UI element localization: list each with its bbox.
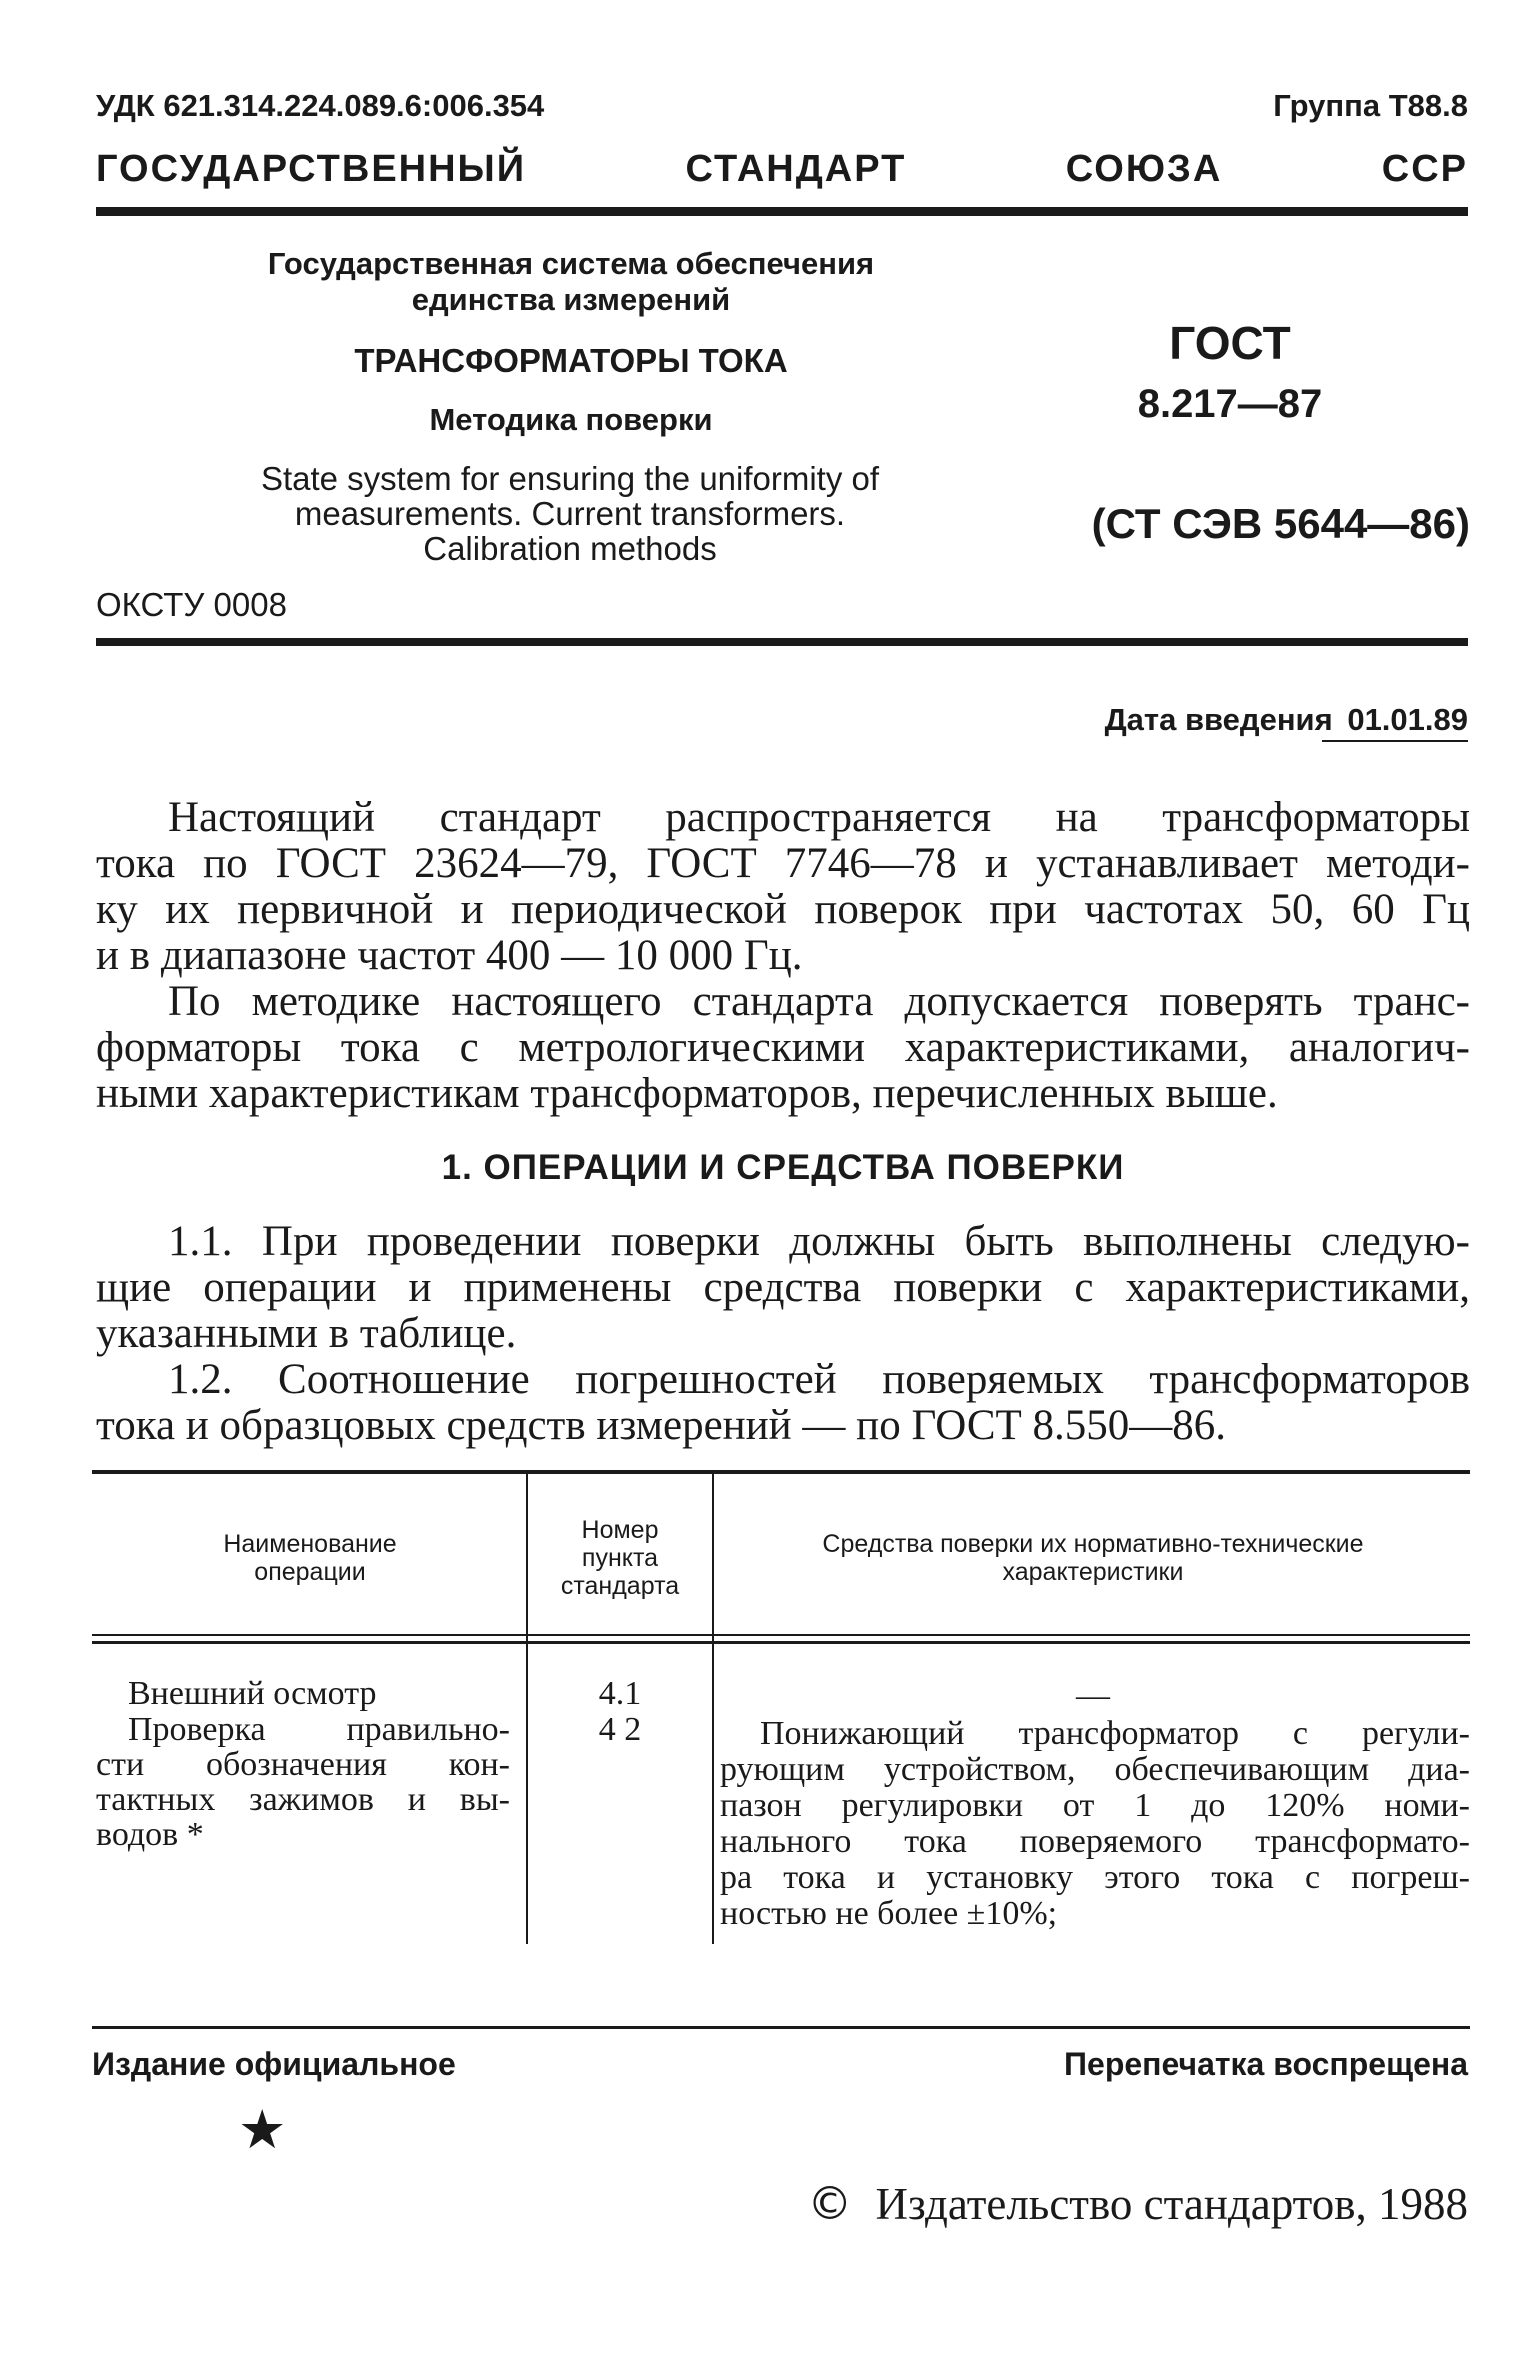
table-top-rule [92,1470,1470,1474]
header-col2-line-2: пункта [581,1544,659,1572]
clause-1-2-line-2: тока и образцовых средств измерений — по ГОСТ 8.550—86. [96,1402,1227,1449]
header-col2-line-3: стандарта [560,1572,680,1600]
intro-p1-line-3: ку их первичной и периодической поверок при частотах 50, 60 Гц [96,886,1470,933]
date-value: 01.01.89 [1347,702,1468,737]
header-col1-line-2: операции [254,1558,366,1586]
footer-rule [92,2026,1470,2029]
publisher-name: Издательство стандартов, 1988 [875,2179,1468,2229]
row-2-means-line-4: нального тока поверяемого трансформато- [720,1823,1470,1860]
udk-code: УДК 621.314.224.089.6:006.354 [96,88,545,123]
gost-label: ГОСТ [1169,317,1291,369]
table-header-rule-2 [92,1641,1470,1644]
okstu-code: ОКСТУ 0008 [96,586,287,623]
clause-1-2-line-1: 1.2. Соотношение погрешностей поверяемых трансформаторов [168,1356,1470,1403]
section-1-heading: 1. ОПЕРАЦИИ И СРЕДСТВА ПОВЕРКИ [441,1148,1125,1187]
group-code: Группа Т88.8 [1273,88,1468,123]
header-col3-line-2: характеристики [1002,1558,1184,1586]
intro-p2-line-2: форматоры тока с метрологическими характеристиками, аналогич- [96,1024,1470,1071]
state-standard-banner: ГОСУДАРСТВЕННЫЙ СТАНДАРТ СОЮЗА ССР [96,148,1468,190]
row-2-operation-line-3: тактных зажимов и вы- [96,1781,510,1818]
gost-number: 8.217—87 [1137,382,1323,426]
table-row-1-clause: 4.1 [598,1675,642,1712]
intro-p1-line-1: Настоящий стандарт распространяется на трансформаторы [168,794,1470,841]
table-col-divider-2 [712,1474,714,1944]
header-col1-line-1: Наименование [223,1530,397,1558]
row-2-means-line-5: ра тока и установку этого тока с погреш- [720,1859,1470,1896]
table-header-col1 [96,1530,524,1586]
english-title-line-3: Calibration methods [423,530,717,567]
intro-p2-line-1: По методике настоящего стандарта допускается поверять транс- [168,978,1470,1025]
table-row-1-means: — [1076,1677,1110,1714]
table-header-col3 [716,1530,1470,1586]
intro-p2-line-3: ными характеристикам трансформаторов, перечисленных выше. [96,1070,1278,1117]
table-row-2-means [720,1716,1470,1932]
english-title-line-2: measurements. Current transformers. [294,495,846,532]
document-subtitle: Методика поверки [429,402,713,437]
copyright-line [807,2178,1468,2230]
row-2-operation-line-1: Проверка правильно- [128,1711,510,1748]
header-col3-line-1: Средства поверки их нормативно-технические [822,1530,1364,1558]
clause-1-1-line-1: 1.1. При проведении поверки должны быть выполнены следую- [168,1218,1470,1265]
intro-p1-line-2: тока по ГОСТ 23624—79, ГОСТ 7746—78 и устанавливает методи- [96,840,1470,887]
header-col2-line-1: Номер [581,1516,659,1544]
introduction-date [1105,702,1468,738]
table-header-col2 [528,1516,712,1600]
row-2-means-line-6: ностью не более ±10%; [720,1895,1058,1932]
official-edition: Издание официальное [92,2046,456,2082]
top-rule [96,207,1468,216]
row-2-means-line-2: рующим устройством, обеспечивающим диа- [720,1751,1470,1788]
table-row-1-operation: Внешний осмотр [128,1675,377,1712]
row-2-operation-line-2: сти обозначения кон- [96,1746,510,1783]
row-2-means-line-1: Понижающий трансформатор с регули- [760,1715,1470,1752]
row-2-means-line-3: пазон регулировки от 1 до 120% номи- [720,1787,1470,1824]
reprint-prohibited: Перепечатка воспрещена [1064,2046,1468,2082]
intro-p1-line-4: и в диапазоне частот 400 — 10 000 Гц. [96,932,803,979]
table-header-rule-1 [92,1634,1470,1636]
title-block-rule [96,638,1468,646]
clause-1-1-line-2: щие операции и применены средства поверки с характеристиками, [96,1264,1470,1311]
st-sev-number: (СТ СЭВ 5644—86) [1091,500,1470,547]
row-2-operation-line-4: водов * [96,1816,204,1853]
system-line-1: Государственная система обеспечения [267,246,875,281]
table-row-2-operation [96,1711,510,1853]
table-row-2-clause: 4 2 [598,1711,642,1748]
clause-1-1-line-3: указанными в таблице. [96,1310,517,1357]
system-line-2: единства измерений [411,282,731,317]
date-underline [1322,740,1468,742]
document-title: ТРАНСФОРМАТОРЫ ТОКА [354,342,788,379]
english-title-line-1: State system for ensuring the uniformity of [260,460,880,497]
star-icon: ★ [238,2098,287,2161]
copyright-icon: © [807,2177,853,2230]
date-label: Дата введения [1104,702,1333,737]
